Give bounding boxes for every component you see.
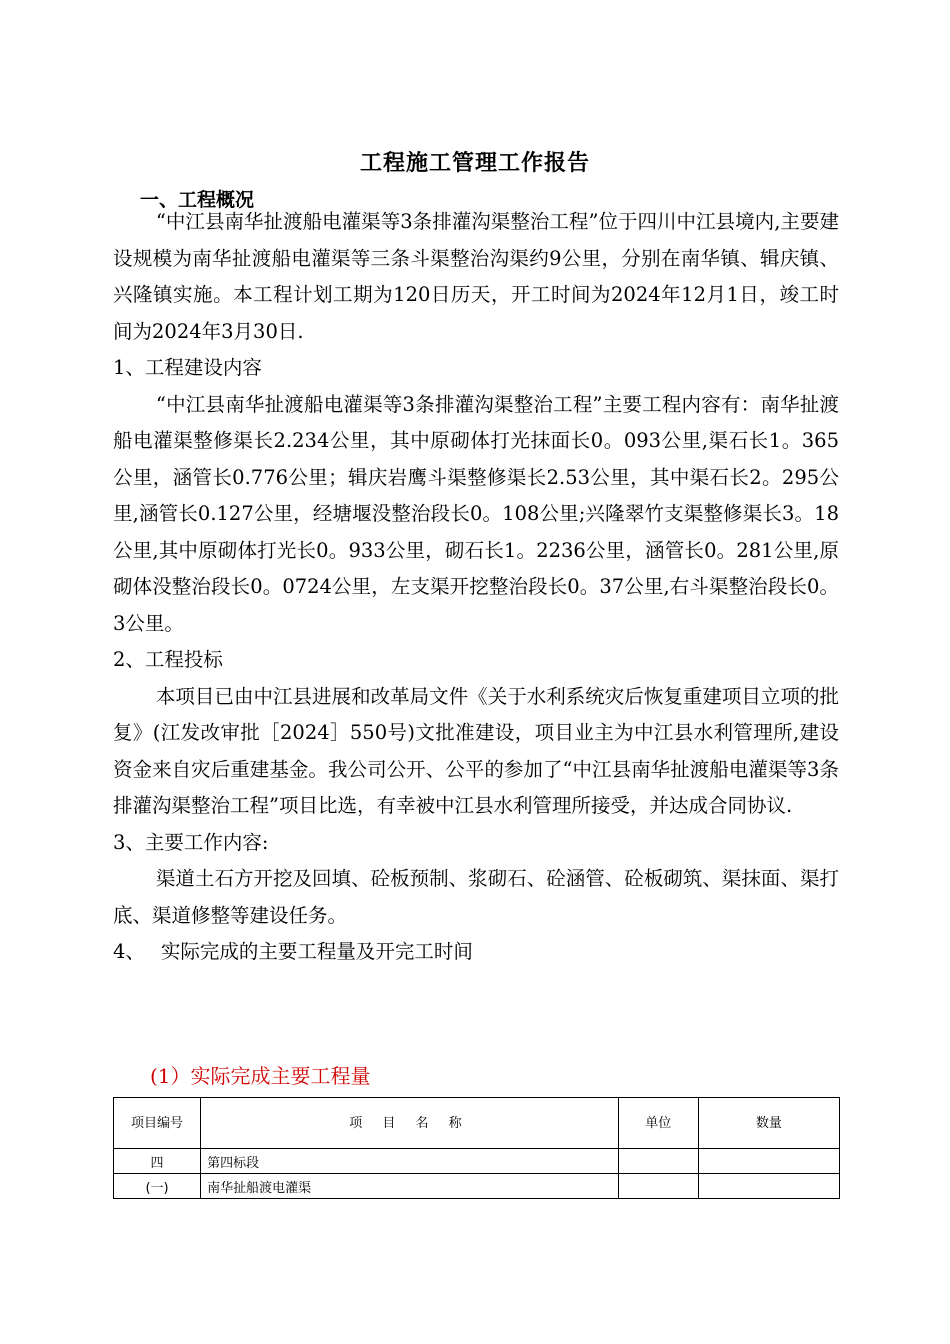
row-unit	[618, 1174, 698, 1199]
header-quantity: 数量	[698, 1098, 839, 1149]
row-code: (一)	[114, 1174, 201, 1199]
document-title: 工程施工管理工作报告	[359, 151, 590, 176]
header-unit: 单位	[618, 1098, 698, 1149]
item2-heading: 2、工程投标	[113, 648, 223, 671]
item3-heading: 3、主要工作内容:	[113, 830, 269, 854]
document-body	[113, 204, 839, 971]
table-row	[114, 1149, 840, 1174]
row-unit	[618, 1149, 698, 1174]
section-heading-overview: 一、工程概况	[140, 189, 255, 211]
table-row	[114, 1174, 840, 1199]
item1-heading: 1、工程建设内容	[113, 356, 262, 379]
quantities-subheading: (1）实际完成主要工程量	[150, 1064, 371, 1088]
header-item-name: 项 目 名 称	[201, 1098, 619, 1149]
item2-paragraph: 本项目已由中江县进展和改革局文件《关于水利系统灾后恢复重建项目立项的批复》(江发改审批［2024］550号)文批准建设，项目业主为中江县水利管理所,建设资金来自灾后重建基金。我公司公开、公平的参加了“中江县南华扯渡船电灌渠等3条排灌沟渠整治工程”项目比选，有幸被中江县水利管理所接受，并达成合同协议.	[113, 684, 839, 817]
overview-paragraph: “中江县南华扯渡船电灌渠等3条排灌沟渠整治工程”位于四川中江县境内,主要建设规模为南华扯渡船电灌渠等三条斗渠整治沟渠约9公里，分别在南华镇、辑庆镇、兴隆镇实施。本工程计划工期为120日历天，开工时间为2024年12月1日，竣工时间为2024年3月30日.	[113, 210, 839, 343]
row-quantity	[698, 1174, 839, 1199]
row-code: 四	[114, 1149, 201, 1174]
row-name: 第四标段	[201, 1149, 619, 1174]
item4-heading: 4、 实际完成的主要工程量及开完工时间	[113, 940, 473, 963]
quantities-table	[113, 1097, 840, 1199]
row-name: 南华扯船渡电灌渠	[201, 1174, 619, 1199]
row-quantity	[698, 1149, 839, 1174]
table-header-row	[114, 1098, 840, 1149]
item1-paragraph: “中江县南华扯渡船电灌渠等3条排灌沟渠整治工程”主要工程内容有：南华扯渡船电灌渠整修渠长2.234公里，其中原砌体打光抹面长0。093公里,渠石长1。365公里，涵管长0.776公里；辑庆岩鹰斗渠整修渠长2.53公里，其中渠石长2。295公里,涵管长0.127公里，经塘堰没整治段长0。108公里;兴隆翠竹支渠整修渠长3。18公里,其中原砌体打光长0。933公里，砌石长1。2236公里，涵管长0。281公里,原砌体没整治段长0。0724公里，左支渠开挖整治段长0。37公里,右斗渠整治段长0。3公里。	[113, 392, 839, 635]
item3-paragraph: 渠道土石方开挖及回填、砼板预制、浆砌石、砼涵管、砼板砌筑、渠抹面、渠打底、渠道修整等建设任务。	[113, 867, 839, 927]
header-item-code: 项目编号	[114, 1098, 201, 1149]
